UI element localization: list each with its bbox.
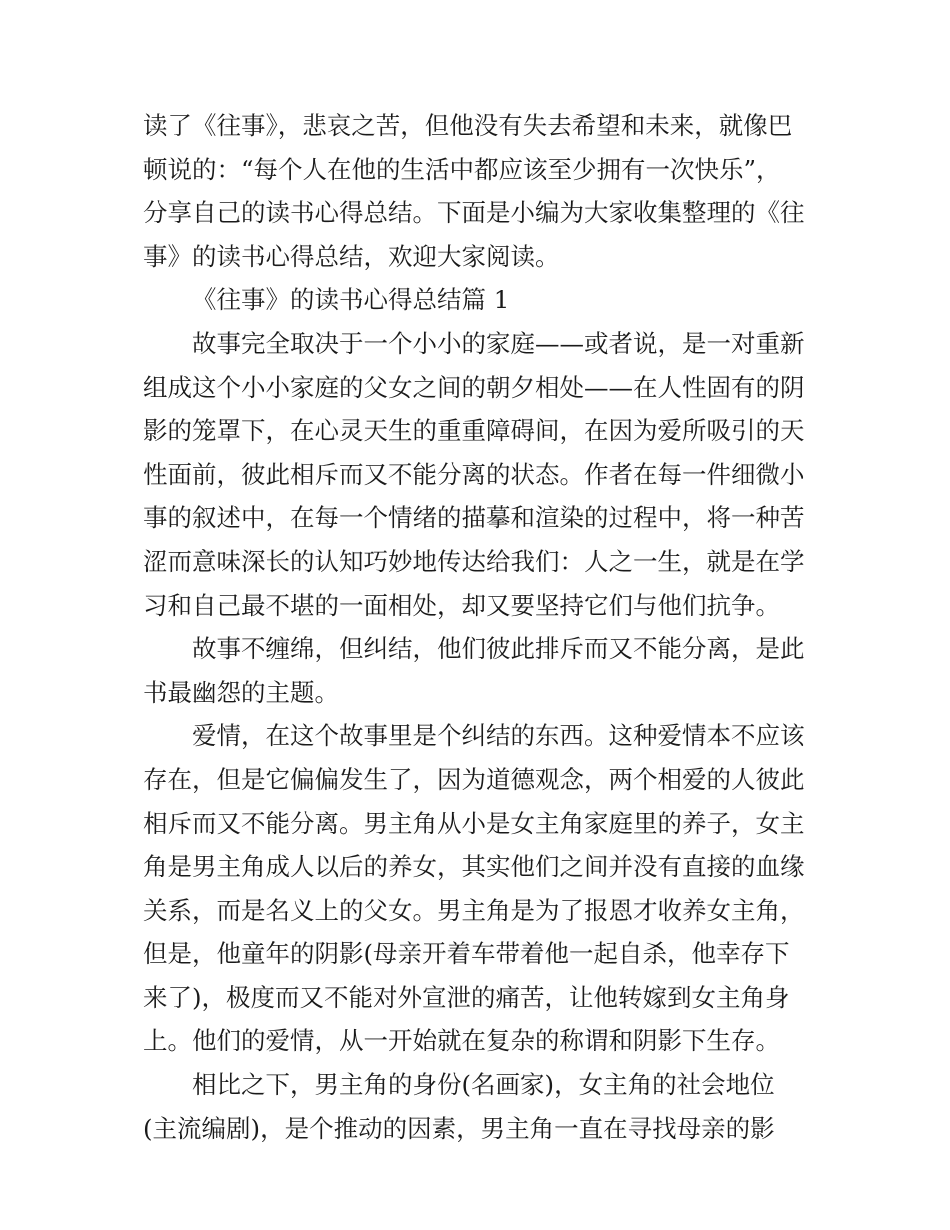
- section-heading: 《往事》的读书心得总结篇 1: [192, 285, 510, 315]
- text-line: 影的笼罩下，在心灵天生的重重障碍间，在因为爱所吸引的天: [143, 416, 805, 446]
- document-body: [143, 104, 813, 1150]
- text-line: 相斥而又不能分离。男主角从小是女主角家庭里的养子，女主: [143, 808, 805, 838]
- text-line: 关系，而是名义上的父女。男主角是为了报恩才收养女主角，: [143, 895, 805, 925]
- text-line: 事的叙述中，在每一个情绪的描摹和渲染的过程中，将一种苦: [143, 503, 805, 533]
- text-line: 性面前，彼此相斥而又不能分离的状态。作者在每一件细微小: [143, 459, 805, 489]
- text-line: 角是男主角成人以后的养女，其实他们之间并没有直接的血缘: [143, 852, 805, 882]
- text-line: 分享自己的读书心得总结。下面是小编为大家收集整理的《往: [143, 198, 805, 228]
- text-line: 书最幽怨的主题。: [143, 677, 339, 707]
- text-line: (主流编剧)，是个推动的因素，男主角一直在寻找母亲的影: [143, 1113, 775, 1143]
- text-line: 故事完全取决于一个小小的家庭——或者说，是一对重新: [192, 328, 805, 358]
- text-line: 习和自己最不堪的一面相处，却又要坚持它们与他们抗争。: [143, 590, 780, 620]
- text-line: 读了《往事》，悲哀之苦，但他没有失去希望和未来，就像巴: [143, 111, 793, 140]
- text-line: 顿说的：“每个人在他的生活中都应该至少拥有一次快乐”，: [143, 154, 781, 184]
- text-line: 存在，但是它偏偏发生了，因为道德观念，两个相爱的人彼此: [143, 764, 805, 794]
- text-line: 事》的读书心得总结，欢迎大家阅读。: [143, 241, 560, 271]
- text-line: 上。他们的爱情，从一开始就在复杂的称谓和阴影下生存。: [143, 1026, 780, 1056]
- text-line: 爱情，在这个故事里是个纠结的东西。这种爱情本不应该: [192, 721, 805, 751]
- text-line: 但是，他童年的阴影(母亲开着车带着他一起自杀，他幸存下: [143, 939, 790, 969]
- text-line: 故事不缠绵，但纠结，他们彼此排斥而又不能分离，是此: [192, 634, 805, 664]
- text-line: 来了)，极度而又不能对外宣泄的痛苦，让他转嫁到女主角身: [143, 982, 790, 1012]
- text-line: 组成这个小小家庭的父女之间的朝夕相处——在人性固有的阴: [143, 372, 805, 402]
- text-line: 涩而意味深长的认知巧妙地传达给我们：人之一生，就是在学: [143, 546, 805, 576]
- text-line: 相比之下，男主角的身份(名画家)，女主角的社会地位: [192, 1070, 775, 1100]
